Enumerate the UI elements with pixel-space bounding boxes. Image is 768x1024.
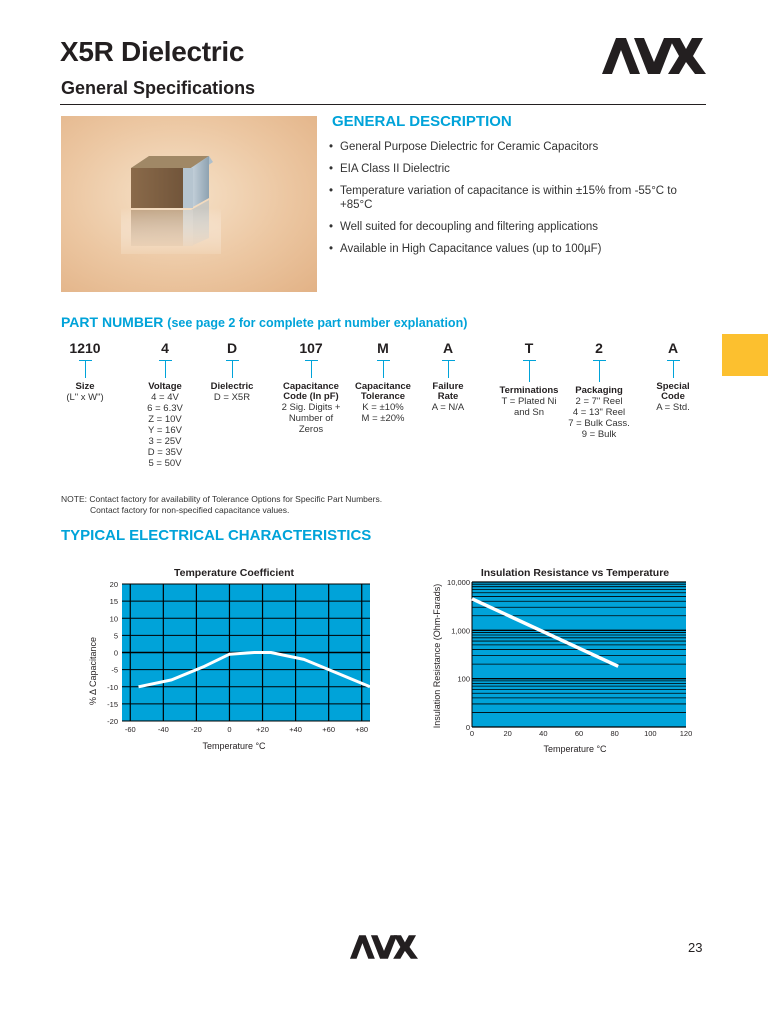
tolerance-note	[61, 494, 382, 516]
part-value: K = ±10%	[362, 402, 404, 413]
general-description-list	[329, 140, 689, 264]
part-value: Number of	[288, 413, 334, 424]
part-values	[565, 396, 633, 440]
x-tick-label: +80	[355, 725, 369, 734]
part-connector	[232, 360, 233, 378]
part-value: 3 = 25V	[148, 436, 182, 447]
part-connector	[448, 360, 449, 378]
y-tick-label: 20	[109, 580, 118, 589]
part-field	[648, 340, 698, 413]
part-value: Y = 16V	[148, 425, 182, 436]
part-values	[203, 392, 261, 403]
part-values	[131, 392, 199, 469]
list-item: • EIA Class II Dielectric	[329, 162, 689, 176]
part-code: 2	[595, 340, 603, 356]
insulation-resistance-chart	[428, 562, 708, 762]
x-axis-label: Temperature °C	[202, 741, 266, 751]
part-value: A = N/A	[431, 402, 465, 413]
electrical-heading: TYPICAL ELECTRICAL CHARACTERISTICS	[61, 527, 372, 544]
part-label: Size	[75, 381, 95, 392]
part-values	[490, 396, 568, 418]
page-number: 23	[688, 940, 703, 955]
y-tick-label: 0	[113, 648, 118, 658]
x-tick-label: 100	[644, 729, 657, 738]
list-item: • Well suited for decoupling and filtering applications	[329, 220, 689, 234]
part-value: 7 = Bulk Cass.	[568, 418, 630, 429]
part-number-heading	[61, 314, 467, 330]
part-value: 2 = 7" Reel	[575, 396, 623, 407]
part-label: Capacitance	[283, 381, 339, 392]
part-value: 9 = Bulk	[581, 429, 617, 440]
part-value: 6 = 6.3V	[147, 403, 183, 414]
part-value: A = Std.	[656, 402, 690, 413]
part-label: Voltage	[148, 381, 182, 392]
y-tick-label: 100	[457, 674, 470, 684]
y-tick-label: 10	[109, 614, 118, 624]
x-tick-label: 80	[610, 729, 619, 738]
part-field	[275, 340, 347, 435]
y-tick-label: -10	[107, 682, 118, 692]
part-values	[648, 402, 698, 413]
y-tick-label: 0	[465, 723, 470, 732]
y-tick-label: 10,000	[447, 578, 470, 587]
y-tick-label: -20	[107, 717, 118, 726]
x-tick-label: +20	[256, 725, 269, 734]
part-value: 4 = 13" Reel	[572, 407, 626, 418]
part-value: M = ±20%	[361, 413, 405, 424]
temperature-coefficient-chart	[80, 562, 369, 762]
part-values	[275, 402, 347, 435]
section-tab	[722, 334, 768, 376]
x-tick-label: +40	[289, 725, 302, 734]
part-code: T	[524, 340, 534, 356]
x-tick-label: 40	[539, 729, 548, 738]
part-values	[62, 392, 108, 403]
part-label: Code	[661, 391, 685, 402]
note-line-1: NOTE: Contact factory for availability of Tolerance Options for Specific Part Numbers.	[61, 494, 383, 504]
y-tick-label: 1,000	[451, 626, 470, 636]
list-item: • Available in High Capacitance values (up to 100µF)	[329, 242, 689, 256]
list-item: • Temperature variation of capacitance is within ±15% from -55°C to +85°C	[329, 184, 689, 212]
part-connector	[85, 360, 86, 378]
x-tick-label: -40	[157, 725, 169, 734]
part-code: 107	[299, 340, 323, 356]
part-field	[348, 340, 418, 424]
x-tick-label: +60	[322, 725, 336, 734]
chart-title: Insulation Resistance vs Temperature	[480, 567, 670, 579]
part-label: Failure	[432, 381, 464, 392]
part-label: Capacitance	[355, 381, 411, 392]
part-label: Dielectric	[210, 381, 254, 392]
x-tick-label: 0	[227, 725, 232, 734]
general-description-heading: GENERAL DESCRIPTION	[332, 113, 512, 130]
part-connector	[311, 360, 312, 378]
part-value: 2 Sig. Digits +	[281, 402, 341, 413]
x-tick-label: 20	[503, 729, 512, 738]
part-connector	[673, 360, 674, 378]
y-tick-label: -5	[111, 665, 118, 675]
part-value: D = X5R	[213, 392, 251, 403]
part-connector	[165, 360, 166, 378]
part-code: D	[226, 340, 238, 356]
part-field	[203, 340, 261, 403]
part-number-note: (see page 2 for complete part number explanation)	[167, 316, 468, 330]
x-tick-label: 0	[469, 729, 475, 738]
y-tick-label: 5	[113, 631, 118, 641]
y-tick-label: -15	[107, 699, 118, 709]
part-code: A	[667, 340, 679, 356]
y-axis-label: % Δ Capacitance	[88, 636, 98, 706]
plot-area	[472, 582, 686, 727]
part-value: D = 35V	[147, 447, 183, 458]
part-code: A	[442, 340, 454, 356]
part-label: Tolerance	[360, 391, 406, 402]
chart-title: Temperature Coefficient	[174, 567, 294, 579]
part-value: 5 = 50V	[148, 458, 182, 469]
part-field	[422, 340, 474, 413]
x-axis-label: Temperature °C	[543, 744, 607, 754]
part-code: M	[377, 340, 389, 356]
part-value: T = Plated Ni	[501, 396, 557, 407]
part-connector	[529, 360, 530, 382]
part-value: Z = 10V	[148, 414, 182, 425]
part-label: Rate	[437, 391, 459, 402]
y-axis-label: Insulation Resistance (Ohm-Farads)	[432, 583, 442, 729]
part-label: Code (In pF)	[283, 391, 339, 402]
part-connector	[599, 360, 600, 382]
avx-logo	[602, 38, 706, 74]
capacitor-photo	[61, 116, 317, 292]
part-values	[422, 402, 474, 413]
list-item: • General Purpose Dielectric for Ceramic Capacitors	[329, 140, 689, 154]
part-connector	[383, 360, 384, 378]
x-tick-label: 60	[574, 729, 584, 738]
part-number-title: PART NUMBER	[61, 314, 164, 330]
part-code: 4	[161, 340, 169, 356]
part-values	[348, 402, 418, 424]
x-tick-label: -20	[190, 725, 202, 734]
part-code: 1210	[69, 340, 101, 356]
part-field	[565, 340, 633, 440]
avx-footer-logo	[350, 935, 418, 959]
part-value: Zeros	[298, 424, 324, 435]
note-line-2: Contact factory for non-specified capacitance values.	[90, 505, 290, 515]
part-label: Special	[656, 381, 690, 392]
x-tick-label: -60	[124, 725, 136, 734]
part-value: 4 = 4V	[151, 392, 179, 403]
y-tick-label: 15	[109, 597, 118, 607]
page-title: X5R Dielectric	[60, 36, 245, 67]
x-tick-label: 120	[679, 729, 693, 738]
part-value: (L" x W")	[66, 392, 104, 403]
part-label: Packaging	[575, 385, 623, 396]
part-value: and Sn	[513, 407, 545, 418]
header-divider	[60, 104, 706, 105]
part-label: Terminations	[499, 385, 559, 396]
page-subtitle: General Specifications	[61, 78, 256, 98]
part-field	[62, 340, 108, 403]
part-field	[131, 340, 199, 469]
part-field	[490, 340, 568, 418]
